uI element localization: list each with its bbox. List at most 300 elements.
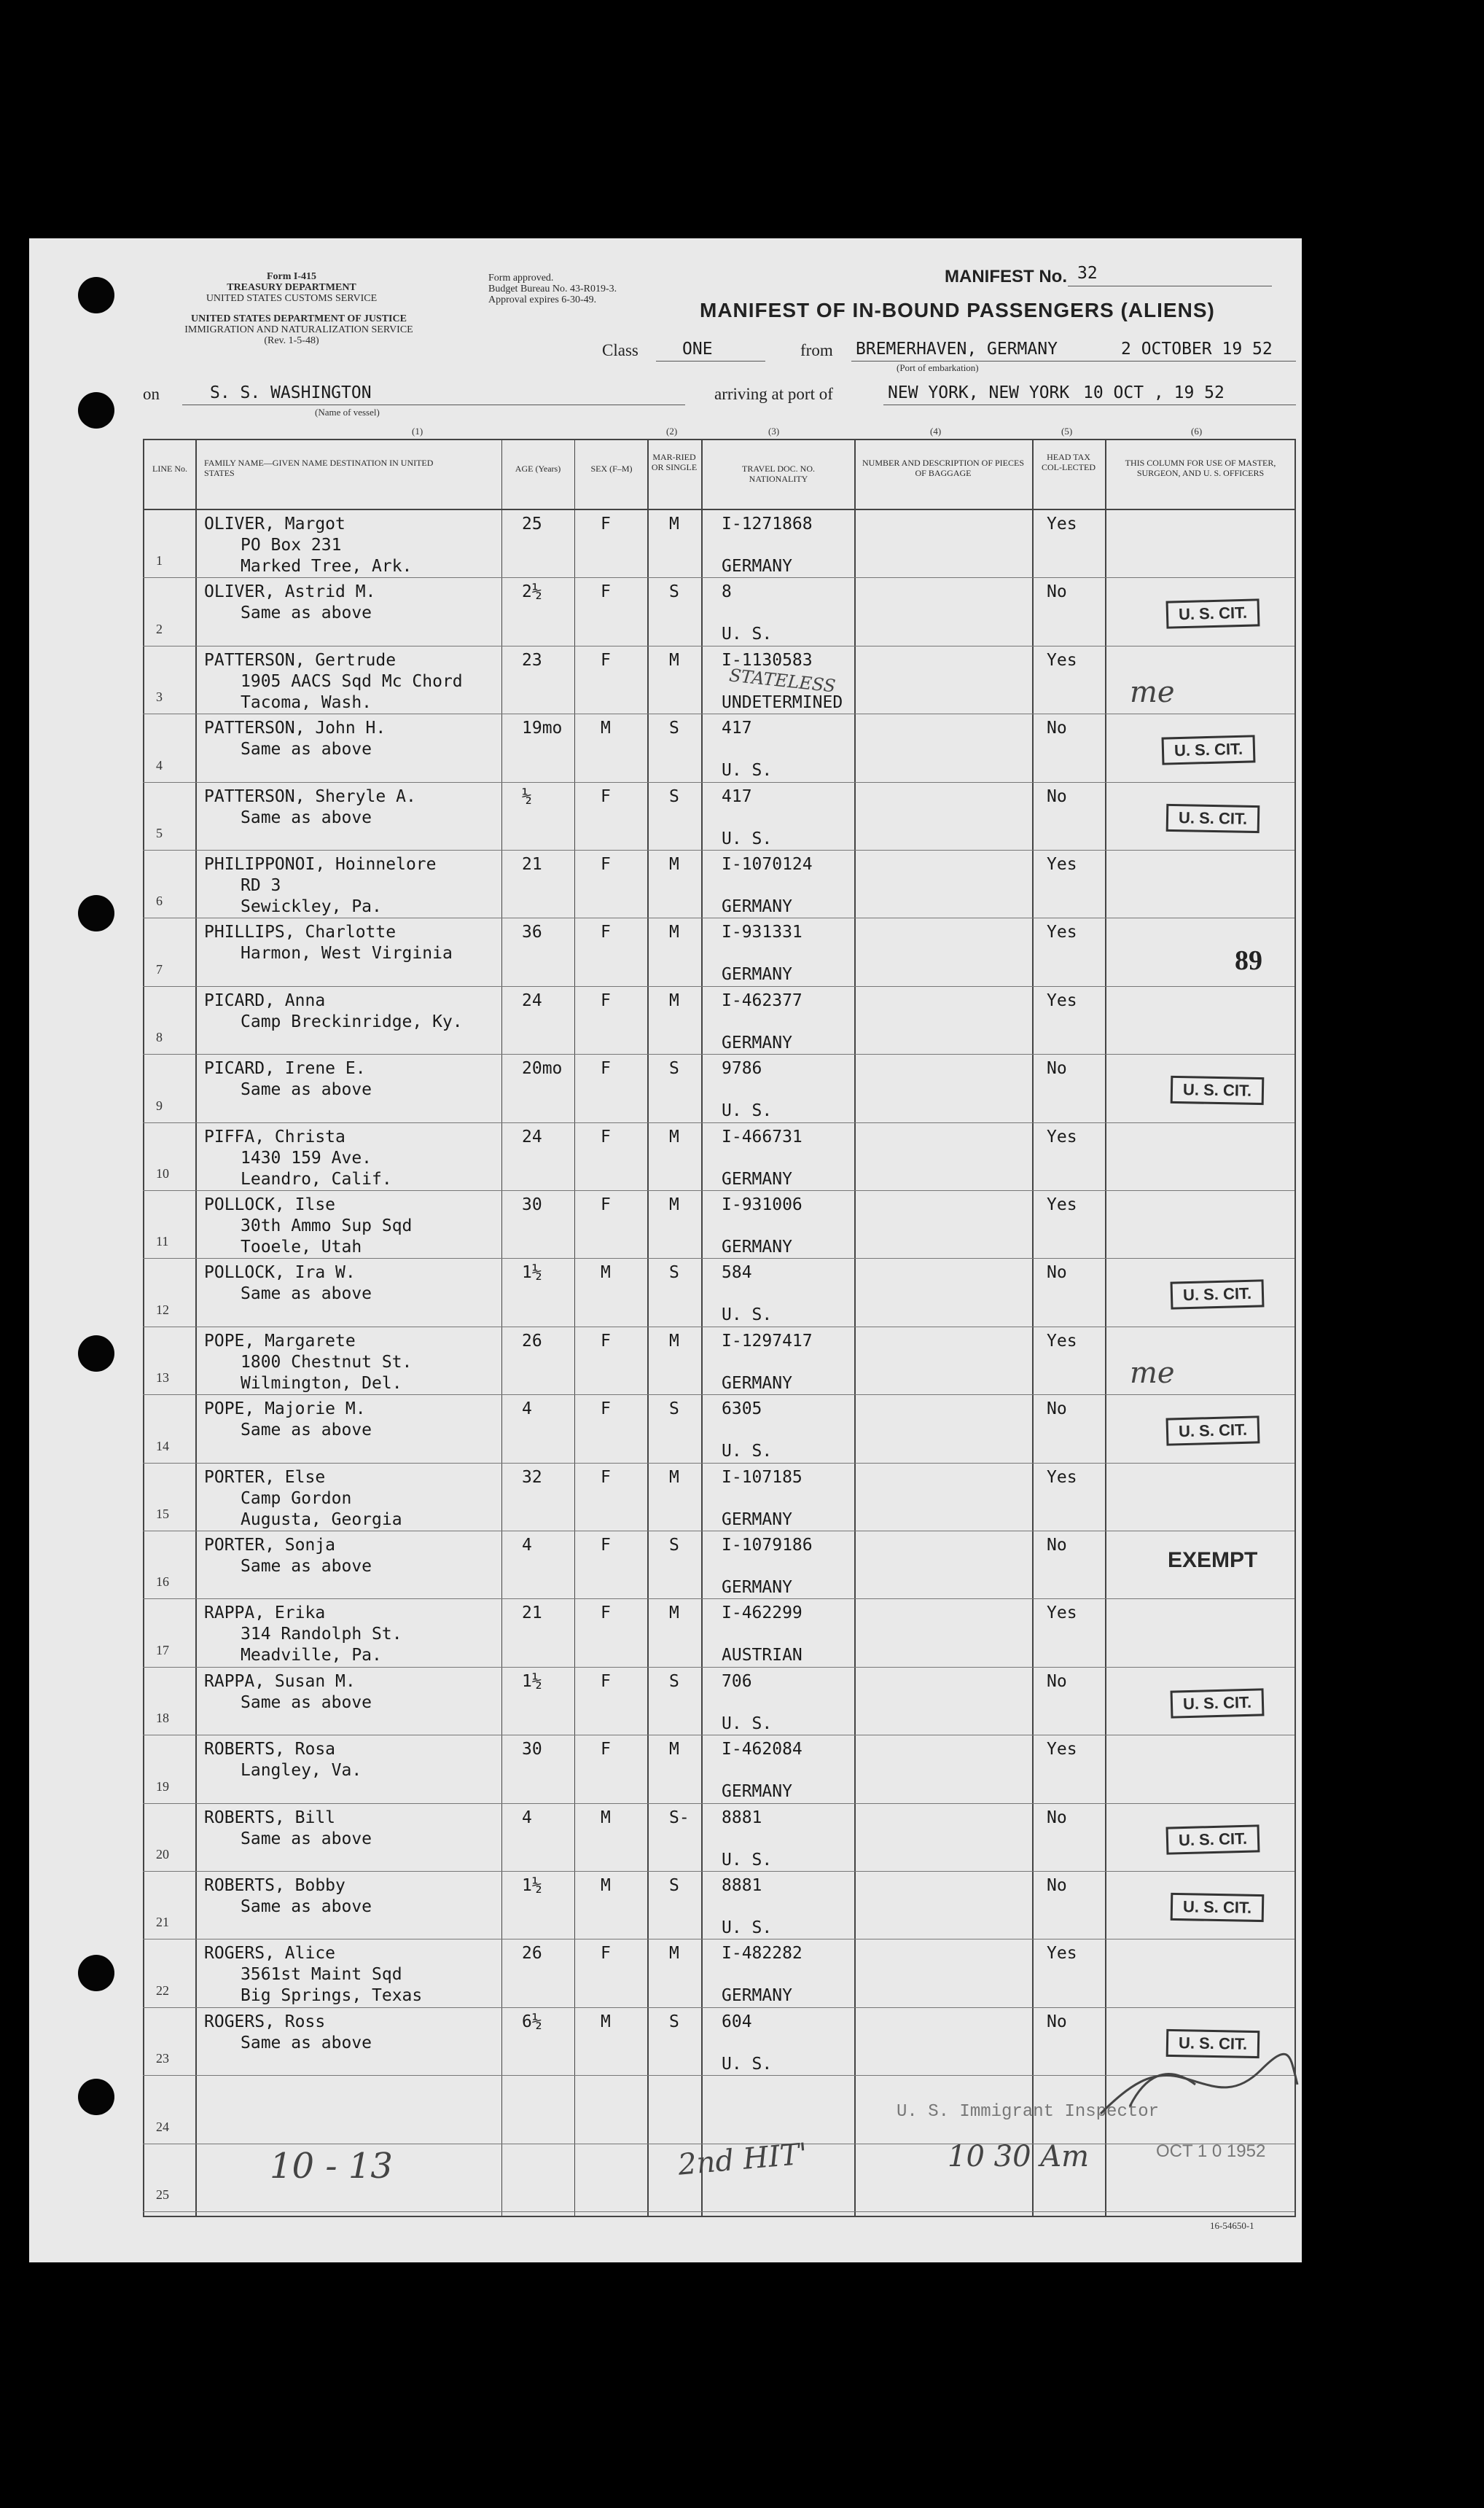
marital-status: M (669, 1127, 679, 1146)
form-revision: (Rev. 1-5-48) (264, 335, 319, 346)
head-tax: Yes (1047, 1195, 1077, 1214)
age: 1½ (522, 1876, 542, 1895)
customs-service: UNITED STATES CUSTOMS SERVICE (206, 293, 378, 304)
marital-status: M (669, 1195, 679, 1214)
destination-line-2: Sewickley, Pa. (241, 897, 382, 916)
nationality: U. S. (722, 1305, 773, 1325)
passenger-name: POLLOCK, Ira W. (204, 1263, 356, 1283)
nationality: GERMANY (722, 1033, 792, 1052)
passenger-name: RAPPA, Erika (204, 1603, 326, 1623)
line-number: 10 (156, 1165, 169, 1181)
marital-status: M (669, 923, 679, 942)
sex: F (601, 1399, 611, 1419)
sex: F (601, 1740, 611, 1759)
col-head-line: LINE No. (152, 464, 187, 474)
travel-doc-number: 9786 (722, 1059, 762, 1079)
destination-line-2: Leandro, Calif. (241, 1169, 392, 1189)
table-row (0, 578, 1484, 646)
class-underline (656, 361, 765, 362)
marital-status: S (669, 582, 679, 602)
head-tax: Yes (1047, 855, 1077, 874)
vessel-name: S. S. WASHINGTON (210, 383, 372, 402)
col-head-name: FAMILY NAME—GIVEN NAME DESTINATION IN UNITED STATES (204, 458, 434, 478)
sex: M (601, 2012, 611, 2031)
sex: F (601, 1944, 611, 1964)
age: 4 (522, 1808, 532, 1827)
destination-line-2: Meadville, Pa. (241, 1646, 382, 1665)
sex: M (601, 719, 611, 738)
head-tax: No (1047, 719, 1067, 738)
manifest-title: MANIFEST OF IN-BOUND PASSENGERS (ALIENS) (700, 299, 1215, 321)
col-head-married: MAR-RIED OR SINGLE (651, 452, 698, 472)
travel-doc-number: 417 (722, 719, 752, 738)
head-tax: Yes (1047, 1331, 1077, 1351)
passenger-name: PHILLIPS, Charlotte (204, 923, 397, 942)
line-number: 5 (156, 825, 163, 840)
marital-status: S (669, 1263, 679, 1283)
destination-line-1: Same as above (241, 603, 372, 623)
passenger-name: PATTERSON, Gertrude (204, 650, 397, 670)
col-num-1: (1) (412, 426, 423, 437)
line-number: 20 (156, 1846, 169, 1862)
form-code: 16-54650-1 (1210, 2220, 1254, 2231)
destination-line-1: 314 Randolph St. (241, 1625, 402, 1644)
sex: F (601, 1059, 611, 1079)
officer-initials: me (1130, 675, 1175, 709)
head-tax: No (1047, 1671, 1067, 1691)
nationality: GERMANY (722, 1169, 792, 1189)
line-number: 2 (156, 621, 163, 636)
nationality: UNDETERMINED (722, 692, 843, 712)
sex: F (601, 515, 611, 534)
page-count: 89 (1235, 945, 1262, 976)
table-row (0, 851, 1484, 918)
officer-initials: me (1130, 1356, 1175, 1390)
nationality: U. S. (722, 1101, 773, 1121)
table-row (0, 1872, 1484, 1939)
form-number: Form I-415 (266, 271, 317, 282)
head-tax: Yes (1047, 991, 1077, 1010)
line-number: 19 (156, 1778, 169, 1794)
nationality: GERMANY (722, 557, 792, 576)
age: 24 (522, 1127, 542, 1146)
sex: F (601, 991, 611, 1010)
binder-hole (78, 392, 114, 429)
sex: F (601, 1127, 611, 1146)
head-tax: No (1047, 1808, 1067, 1827)
line-number: 4 (156, 757, 163, 773)
nationality: GERMANY (722, 1509, 792, 1529)
head-tax: Yes (1047, 923, 1077, 942)
head-tax: No (1047, 1399, 1067, 1419)
handwritten-bottom-left: 10 - 13 (270, 2146, 393, 2187)
marital-status: M (669, 991, 679, 1010)
table-row (0, 1055, 1484, 1122)
age: 19mo (522, 719, 563, 738)
travel-doc-number: 604 (722, 2012, 752, 2031)
travel-doc-number: 8881 (722, 1808, 762, 1827)
arrival-date: 10 OCT , 19 52 (1083, 383, 1225, 402)
travel-doc-number: I-931331 (722, 923, 802, 942)
destination-line-1: 30th Ammo Sup Sqd (241, 1216, 413, 1235)
travel-doc-number: 706 (722, 1671, 752, 1691)
us-citizen-stamp: U. S. CIT. (1166, 1824, 1260, 1854)
line-number: 1 (156, 553, 163, 569)
us-citizen-stamp: U. S. CIT. (1171, 1280, 1265, 1310)
age: 25 (522, 515, 542, 534)
age: 20mo (522, 1059, 563, 1079)
passenger-name: ROBERTS, Bill (204, 1808, 336, 1827)
col-num-5: (5) (1061, 426, 1073, 437)
passenger-name: PORTER, Else (204, 1467, 326, 1487)
marital-status: S (669, 786, 679, 806)
travel-doc-number: 8881 (722, 1876, 762, 1895)
age: 6½ (522, 2012, 542, 2031)
table-row (0, 1191, 1484, 1259)
nationality: GERMANY (722, 965, 792, 985)
destination-line-1: RD 3 (241, 876, 281, 895)
destination-line-1: PO Box 231 (241, 536, 342, 555)
row-divider (143, 2211, 1294, 2212)
sex: F (601, 1195, 611, 1214)
passenger-name: ROBERTS, Bobby (204, 1876, 345, 1895)
embarkation-date: 2 OCTOBER 19 52 (1121, 340, 1273, 359)
table-row (0, 1531, 1484, 1599)
col-head-officers: THIS COLUMN FOR USE OF MASTER, SURGEON, AND U. S. OFFICERS (1125, 458, 1276, 478)
passenger-name: PIFFA, Christa (204, 1127, 345, 1146)
travel-doc-number: 584 (722, 1263, 752, 1283)
head-tax: No (1047, 582, 1067, 602)
head-tax: No (1047, 786, 1067, 806)
exempt-stamp: EXEMPT (1168, 1548, 1258, 1572)
travel-doc-number: 8 (722, 582, 732, 602)
table-row (0, 783, 1484, 851)
handwritten-bottom-mid: 2nd HIT' (676, 2137, 809, 2182)
table-bottom-border (143, 2216, 1294, 2217)
head-tax: Yes (1047, 650, 1077, 670)
table-row (0, 1804, 1484, 1872)
line-number: 25 (156, 2187, 169, 2202)
marital-status: S (669, 719, 679, 738)
nationality: U. S. (722, 625, 773, 644)
passenger-name: PICARD, Anna (204, 991, 326, 1010)
line-number: 16 (156, 1574, 169, 1590)
sex: M (601, 1808, 611, 1827)
table-row (0, 987, 1484, 1055)
col-head-tax: HEAD TAX COL-LECTED (1042, 452, 1096, 472)
embarkation-port: BREMERHAVEN, GERMANY (856, 340, 1058, 359)
travel-doc-number: I-482282 (722, 1944, 802, 1964)
line-number: 7 (156, 961, 163, 977)
inspector-label: U. S. Immigrant Inspector (897, 2102, 1160, 2122)
travel-doc-number: I-1297417 (722, 1331, 813, 1351)
passenger-name: PORTER, Sonja (204, 1536, 336, 1555)
class-label: Class (602, 341, 638, 359)
nationality: U. S. (722, 1442, 773, 1461)
age: 21 (522, 855, 542, 874)
head-tax: Yes (1047, 1944, 1077, 1964)
justice-dept: UNITED STATES DEPARTMENT OF JUSTICE (191, 313, 407, 324)
travel-doc-number: I-462377 (722, 991, 802, 1010)
destination-line-2: Wilmington, Del. (241, 1373, 402, 1393)
destination-line-1: Camp Breckinridge, Ky. (241, 1012, 463, 1031)
age: 4 (522, 1399, 532, 1419)
sex: F (601, 786, 611, 806)
passenger-name: OLIVER, Margot (204, 515, 345, 534)
form-approved: Form approved. (488, 273, 554, 284)
marital-status: S (669, 1671, 679, 1691)
line-number: 8 (156, 1030, 163, 1045)
passenger-name: POPE, Margarete (204, 1331, 356, 1351)
head-tax: Yes (1047, 1740, 1077, 1759)
age: 30 (522, 1195, 542, 1214)
line-number: 23 (156, 2051, 169, 2066)
travel-doc-number: I-931006 (722, 1195, 802, 1214)
age: 24 (522, 991, 542, 1010)
destination-line-1: Same as above (241, 1829, 372, 1848)
passenger-name: PATTERSON, John H. (204, 719, 386, 738)
destination-line-1: Same as above (241, 1080, 372, 1100)
inspector-signature (1086, 2041, 1305, 2128)
marital-status: M (669, 1467, 679, 1487)
destination-line-2: Big Springs, Texas (241, 1986, 423, 2006)
on-label: on (143, 385, 160, 403)
travel-doc-number: 417 (722, 786, 752, 806)
line-number: 14 (156, 1438, 169, 1453)
sex: F (601, 1467, 611, 1487)
passenger-name: ROGERS, Ross (204, 2012, 326, 2031)
age: 26 (522, 1944, 542, 1964)
nationality: U. S. (722, 761, 773, 781)
head-tax: No (1047, 1263, 1067, 1283)
marital-status: M (669, 1603, 679, 1623)
travel-doc-number: I-1070124 (722, 855, 813, 874)
col-head-baggage: NUMBER AND DESCRIPTION OF PIECES OF BAGGAGE (862, 458, 1025, 478)
us-citizen-stamp: U. S. CIT. (1166, 599, 1260, 629)
col-num-2: (2) (666, 426, 678, 437)
line-number: 24 (156, 2119, 169, 2134)
nationality: U. S. (722, 1918, 773, 1937)
age: 4 (522, 1536, 532, 1555)
marital-status: S (669, 1399, 679, 1419)
nationality: U. S. (722, 1714, 773, 1733)
age: 2½ (522, 582, 542, 602)
approval-expires: Approval expires 6-30-49. (488, 294, 597, 305)
binder-hole (78, 277, 114, 313)
age: 1½ (522, 1671, 542, 1691)
vessel-note: (Name of vessel) (315, 407, 380, 418)
sex: F (601, 1671, 611, 1691)
marital-status: S (669, 1876, 679, 1895)
marital-status: M (669, 1740, 679, 1759)
marital-status: M (669, 855, 679, 874)
destination-line-1: 1430 159 Ave. (241, 1148, 372, 1168)
sex: F (601, 855, 611, 874)
line-number: 6 (156, 894, 163, 909)
travel-doc-number: I-107185 (722, 1467, 802, 1487)
line-number: 3 (156, 689, 163, 705)
line-number: 13 (156, 1370, 169, 1386)
destination-line-1: Same as above (241, 740, 372, 759)
us-citizen-stamp: U. S. CIT. (1162, 735, 1256, 765)
destination-line-1: Same as above (241, 1897, 372, 1916)
destination-line-2: Augusta, Georgia (241, 1509, 402, 1529)
destination-line-1: Same as above (241, 2033, 372, 2052)
head-tax: No (1047, 1059, 1067, 1079)
destination-line-1: Harmon, West Virginia (241, 944, 453, 964)
table-row (0, 1327, 1484, 1395)
destination-line-1: Same as above (241, 1284, 372, 1304)
passenger-name: POLLOCK, Ilse (204, 1195, 336, 1214)
table-top-border (143, 439, 1294, 440)
sex: M (601, 1876, 611, 1895)
nationality: U. S. (722, 2054, 773, 2074)
destination-line-1: 1905 AACS Sqd Mc Chord (241, 671, 463, 691)
marital-status: M (669, 515, 679, 534)
destination-line-1: Same as above (241, 808, 372, 827)
col-head-sex: SEX (F–M) (590, 464, 633, 474)
marital-status: S- (669, 1808, 690, 1827)
marital-status: S (669, 2012, 679, 2031)
date-stamp: OCT 1 0 1952 (1156, 2141, 1266, 2161)
head-tax: Yes (1047, 1127, 1077, 1146)
destination-line-1: Same as above (241, 1692, 372, 1712)
table-row (0, 1939, 1484, 2007)
from-underline (851, 361, 1296, 362)
col-num-4: (4) (930, 426, 942, 437)
age: 1½ (522, 1263, 542, 1283)
from-label: from (800, 341, 833, 359)
arriving-label: arriving at port of (714, 385, 833, 403)
passenger-name: PHILIPPONOI, Hoinnelore (204, 855, 437, 874)
head-tax: No (1047, 1876, 1067, 1895)
passenger-name: RAPPA, Susan M. (204, 1671, 356, 1691)
col-num-6: (6) (1191, 426, 1203, 437)
travel-doc-number: 6305 (722, 1399, 762, 1419)
stateless-note: STATELESS (727, 665, 837, 697)
travel-doc-number: I-466731 (722, 1127, 802, 1146)
line-number: 21 (156, 1915, 169, 1930)
destination-line-1: 1800 Chestnut St. (241, 1352, 413, 1372)
us-citizen-stamp: U. S. CIT. (1171, 1893, 1265, 1922)
passenger-name: ROBERTS, Rosa (204, 1740, 336, 1759)
marital-status: M (669, 1944, 679, 1964)
destination-line-2: Marked Tree, Ark. (241, 557, 413, 576)
handwritten-bottom-right: 10 30 Am (948, 2140, 1090, 2173)
sex: F (601, 650, 611, 670)
table-row (0, 714, 1484, 782)
passenger-name: ROGERS, Alice (204, 1944, 336, 1964)
destination-line-2: Tacoma, Wash. (241, 692, 372, 712)
col-head-age: AGE (Years) (515, 464, 561, 474)
destination-line-1: Same as above (241, 1557, 372, 1576)
line-number: 12 (156, 1302, 169, 1317)
port-note: (Port of embarkation) (897, 362, 979, 373)
age: 36 (522, 923, 542, 942)
us-citizen-stamp: U. S. CIT. (1166, 1416, 1260, 1446)
marital-status: S (669, 1536, 679, 1555)
arrival-port: NEW YORK, NEW YORK (888, 383, 1070, 402)
age: 26 (522, 1331, 542, 1351)
passenger-name: PICARD, Irene E. (204, 1059, 366, 1079)
sex: F (601, 1536, 611, 1555)
us-citizen-stamp: U. S. CIT. (1171, 1076, 1265, 1105)
table-row (0, 1599, 1484, 1667)
age: ½ (522, 786, 532, 806)
destination-line-2: Tooele, Utah (241, 1238, 362, 1257)
nationality: U. S. (722, 829, 773, 848)
line-number: 18 (156, 1711, 169, 1726)
marital-status: M (669, 650, 679, 670)
table-row (0, 510, 1484, 578)
manifest-label: MANIFEST No. (945, 267, 1067, 286)
table-row (0, 1395, 1484, 1463)
line-number: 17 (156, 1642, 169, 1657)
table-row (0, 1735, 1484, 1803)
travel-doc-number: I-462299 (722, 1603, 802, 1623)
age: 23 (522, 650, 542, 670)
ins-service: IMMIGRATION AND NATURALIZATION SERVICE (184, 324, 413, 335)
table-row (0, 1123, 1484, 1191)
nationality: GERMANY (722, 1782, 792, 1802)
us-citizen-stamp: U. S. CIT. (1166, 2029, 1260, 2058)
destination-line-1: Same as above (241, 1421, 372, 1440)
class-value: ONE (682, 340, 713, 359)
line-number: 11 (156, 1234, 169, 1249)
nationality: GERMANY (722, 1373, 792, 1393)
travel-doc-number: I-1271868 (722, 515, 813, 534)
nationality: GERMANY (722, 1238, 792, 1257)
nationality: GERMANY (722, 1578, 792, 1597)
nationality: AUSTRIAN (722, 1646, 802, 1665)
marital-status: S (669, 1059, 679, 1079)
line-number: 15 (156, 1506, 169, 1521)
sex: F (601, 1331, 611, 1351)
head-tax: No (1047, 1536, 1067, 1555)
travel-doc-number: I-1079186 (722, 1536, 813, 1555)
us-citizen-stamp: U. S. CIT. (1171, 1688, 1265, 1718)
sex: F (601, 582, 611, 602)
col-head-travel: TRAVEL DOC. NO. NATIONALITY (741, 464, 815, 484)
head-tax: No (1047, 2012, 1067, 2031)
sex: F (601, 1603, 611, 1623)
line-number: 9 (156, 1098, 163, 1113)
table-row (0, 1668, 1484, 1735)
destination-line-1: 3561st Maint Sqd (241, 1965, 402, 1985)
age: 30 (522, 1740, 542, 1759)
nationality: GERMANY (722, 897, 792, 916)
us-citizen-stamp: U. S. CIT. (1166, 803, 1260, 832)
passenger-name: OLIVER, Astrid M. (204, 582, 376, 602)
age: 32 (522, 1467, 542, 1487)
destination-line-1: Langley, Va. (241, 1761, 362, 1781)
travel-doc-number: I-1130583 (722, 650, 813, 670)
treasury-dept: TREASURY DEPARTMENT (227, 282, 356, 293)
line-number: 22 (156, 1982, 169, 1998)
table-row (0, 1259, 1484, 1327)
head-tax: Yes (1047, 1467, 1077, 1487)
nationality: GERMANY (722, 1986, 792, 2006)
age: 21 (522, 1603, 542, 1623)
col-num-3: (3) (768, 426, 780, 437)
passenger-name: PATTERSON, Sheryle A. (204, 786, 416, 806)
sex: M (601, 1263, 611, 1283)
travel-doc-number: I-462084 (722, 1740, 802, 1759)
head-tax: Yes (1047, 1603, 1077, 1623)
table-row (0, 1464, 1484, 1531)
nationality: U. S. (722, 1850, 773, 1870)
marital-status: M (669, 1331, 679, 1351)
